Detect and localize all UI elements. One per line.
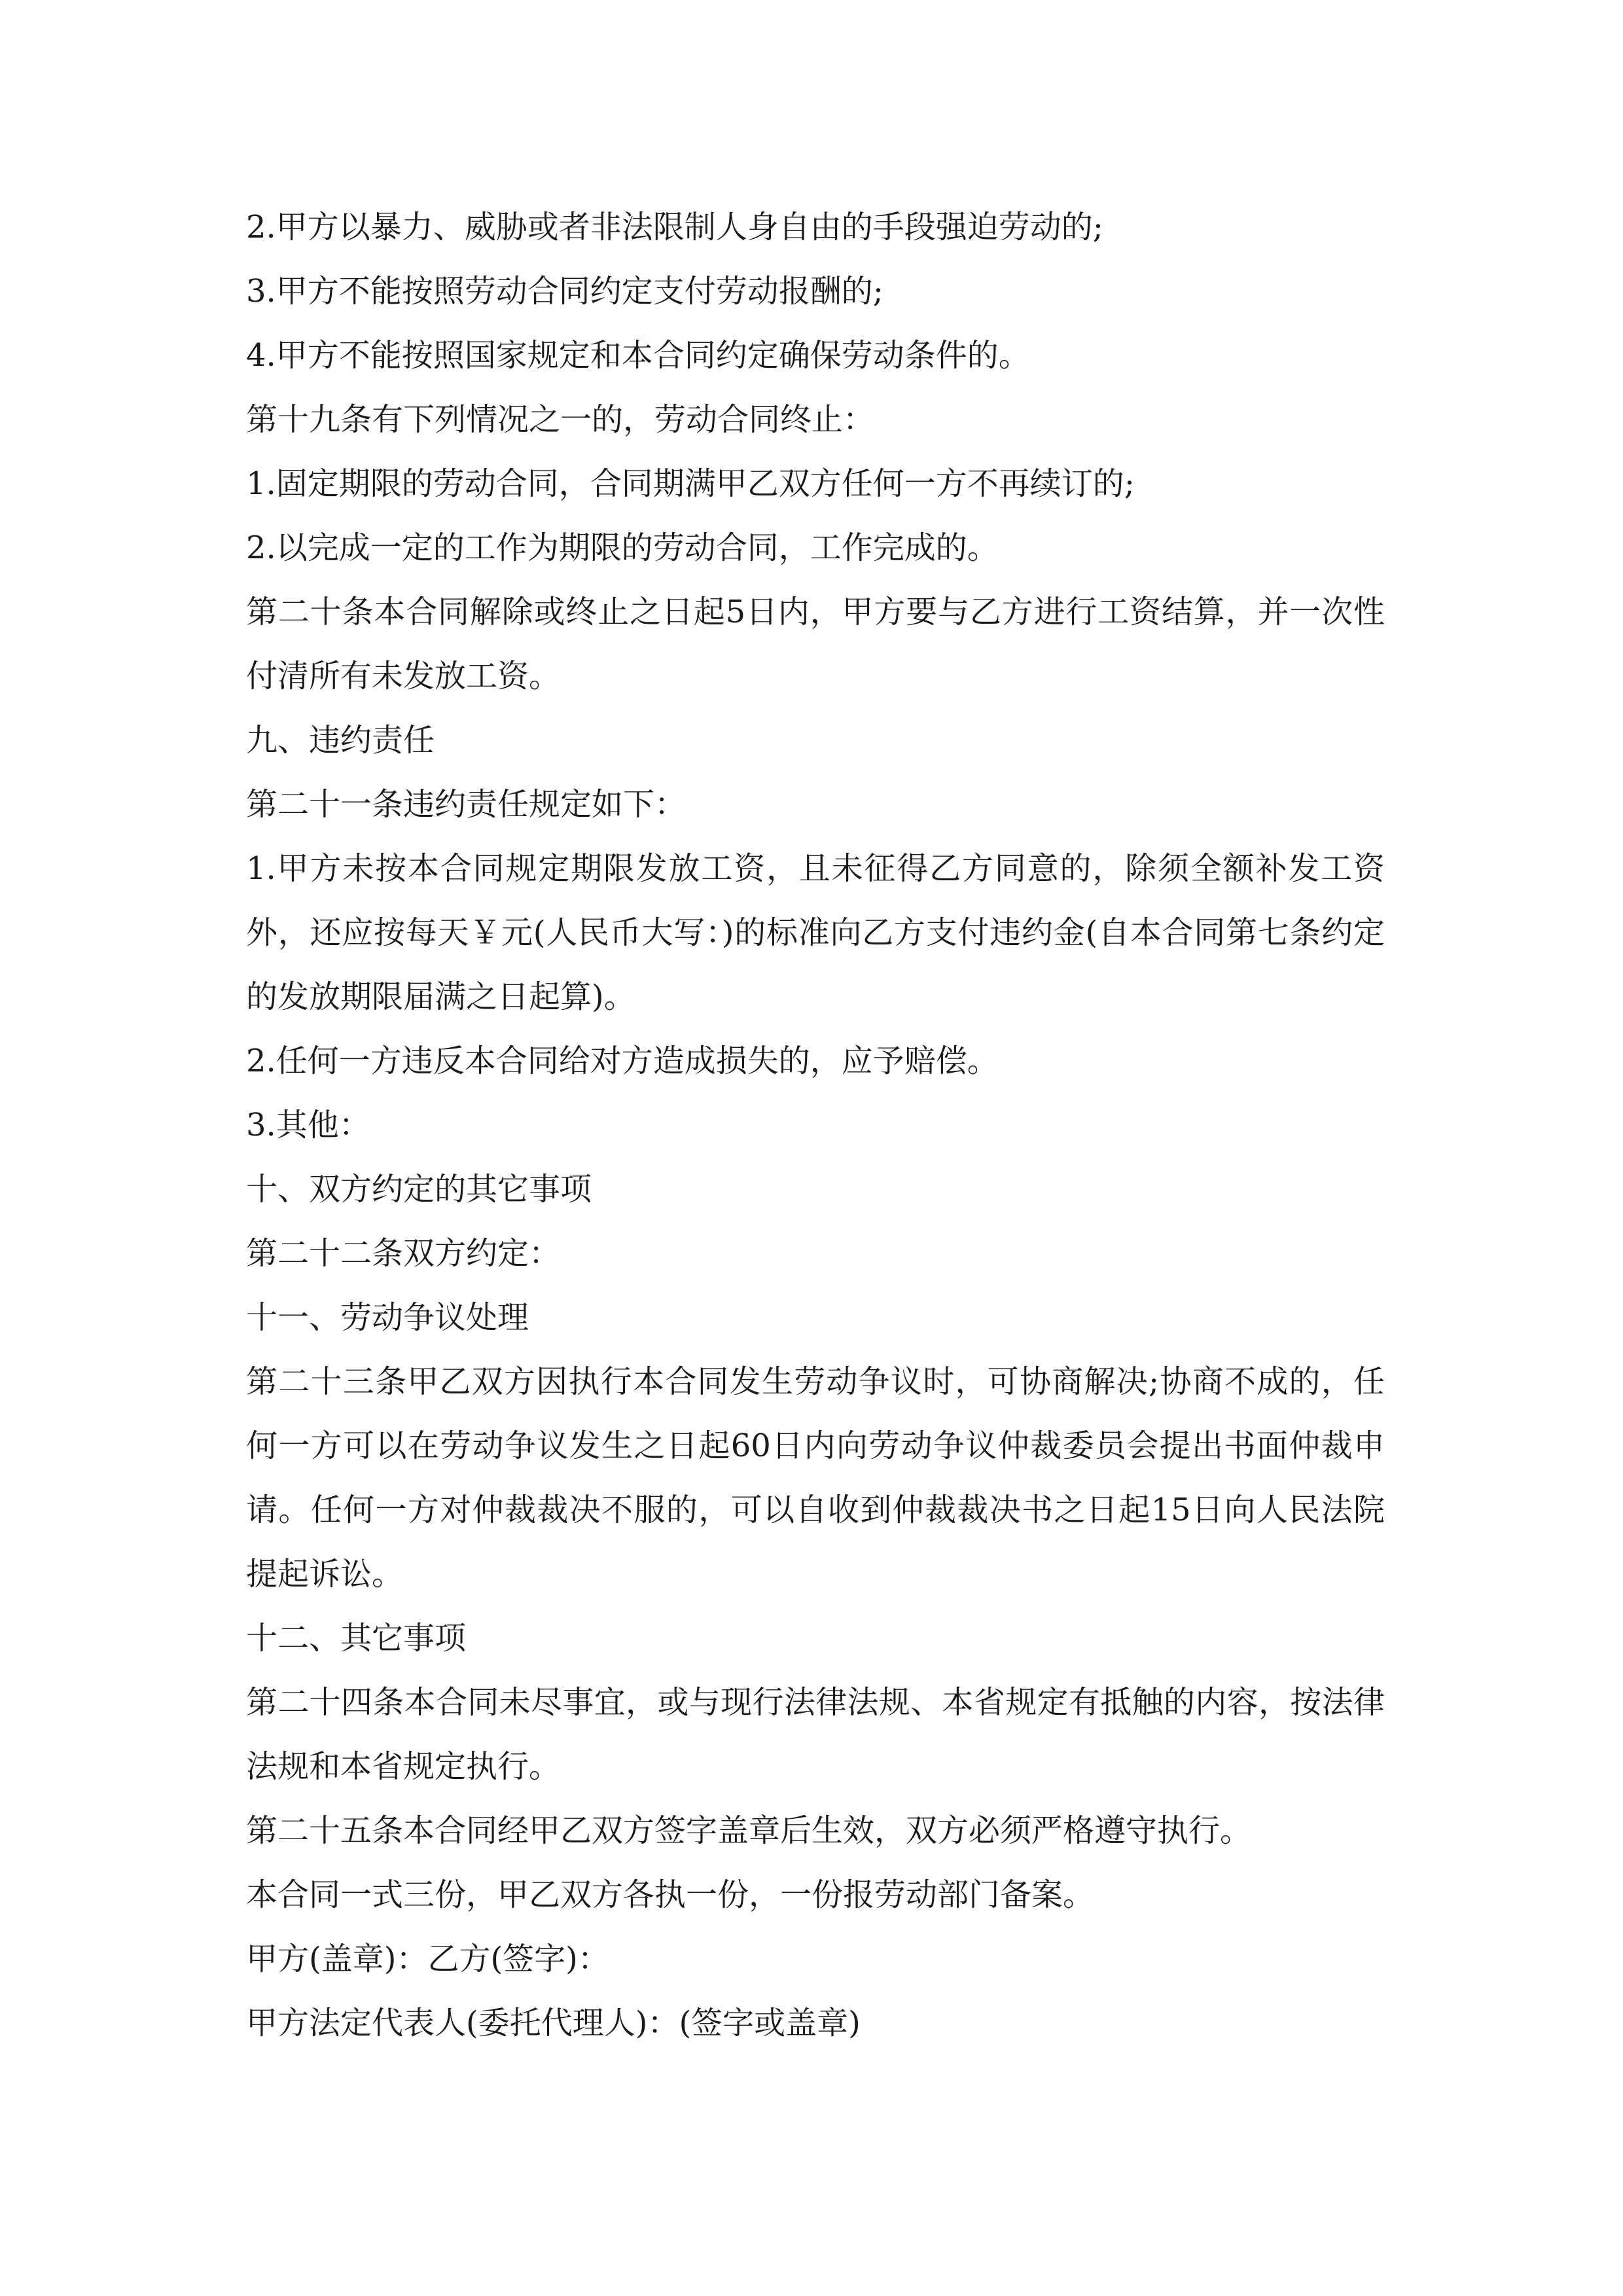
section-heading-11: 十一、劳动争议处理 — [246, 1299, 529, 1336]
clause-item-3-pay: 3.甲方不能按照劳动合同约定支付劳动报酬的; — [246, 273, 883, 310]
article-22: 第二十二条双方约定： — [246, 1235, 561, 1272]
section-heading-12: 十二、其它事项 — [246, 1620, 467, 1657]
article-24: 第二十四条本合同未尽事宜，或与现行法律法规、本省规定有抵触的内容，按法律法规和本省规定执行。 — [246, 1684, 1385, 1785]
copies-statement: 本合同一式三份，甲乙双方各执一份，一份报劳动部门备案。 — [246, 1876, 1095, 1913]
signature-line-parties: 甲方(盖章)：乙方(签字)： — [246, 1941, 609, 1977]
article-19-item-1: 1.固定期限的劳动合同，合同期满甲乙双方任何一方不再续订的; — [246, 465, 1135, 502]
article-21-item-3: 3.其他： — [246, 1107, 370, 1143]
section-heading-10: 十、双方约定的其它事项 — [246, 1171, 592, 1208]
article-20: 第二十条本合同解除或终止之日起5日内，甲方要与乙方进行工资结算，并一次性付清所有未发放工资。 — [246, 594, 1385, 694]
article-21-item-2: 2.任何一方违反本合同给对方造成损失的，应予赔偿。 — [246, 1043, 999, 1079]
article-19-item-2: 2.以完成一定的工作为期限的劳动合同，工作完成的。 — [246, 529, 999, 566]
contract-body — [246, 195, 1385, 2055]
section-heading-9: 九、违约责任 — [246, 722, 435, 759]
article-21: 第二十一条违约责任规定如下： — [246, 786, 687, 823]
article-21-item-1: 1.甲方未按本合同规定期限发放工资，且未征得乙方同意的，除须全额补发工资外，还应按每天￥元(人民币大写：)的标准向乙方支付违约金(自本合同第七条约定的发放期限届满之日起算)。 — [246, 850, 1385, 1015]
signature-line-representative: 甲方法定代表人(委托代理人)：(签字或盖章) — [246, 2005, 861, 2041]
clause-item-2-coercion: 2.甲方以暴力、威胁或者非法限制人身自由的手段强迫劳动的; — [246, 209, 1103, 245]
clause-item-4-conditions: 4.甲方不能按照国家规定和本合同约定确保劳动条件的。 — [246, 337, 1030, 374]
article-25: 第二十五条本合同经甲乙双方签字盖章后生效，双方必须严格遵守执行。 — [246, 1812, 1252, 1849]
article-19: 第十九条有下列情况之一的，劳动合同终止： — [246, 401, 875, 438]
article-23: 第二十三条甲乙双方因执行本合同发生劳动争议时，可协商解决;协商不成的，任何一方可以在劳动争议发生之日起60日内向劳动争议仲裁委员会提出书面仲裁申请。任何一方对仲裁裁决不服的，可以自收到仲裁裁决书之日起15日向人民法院提起诉讼。 — [246, 1363, 1385, 1592]
